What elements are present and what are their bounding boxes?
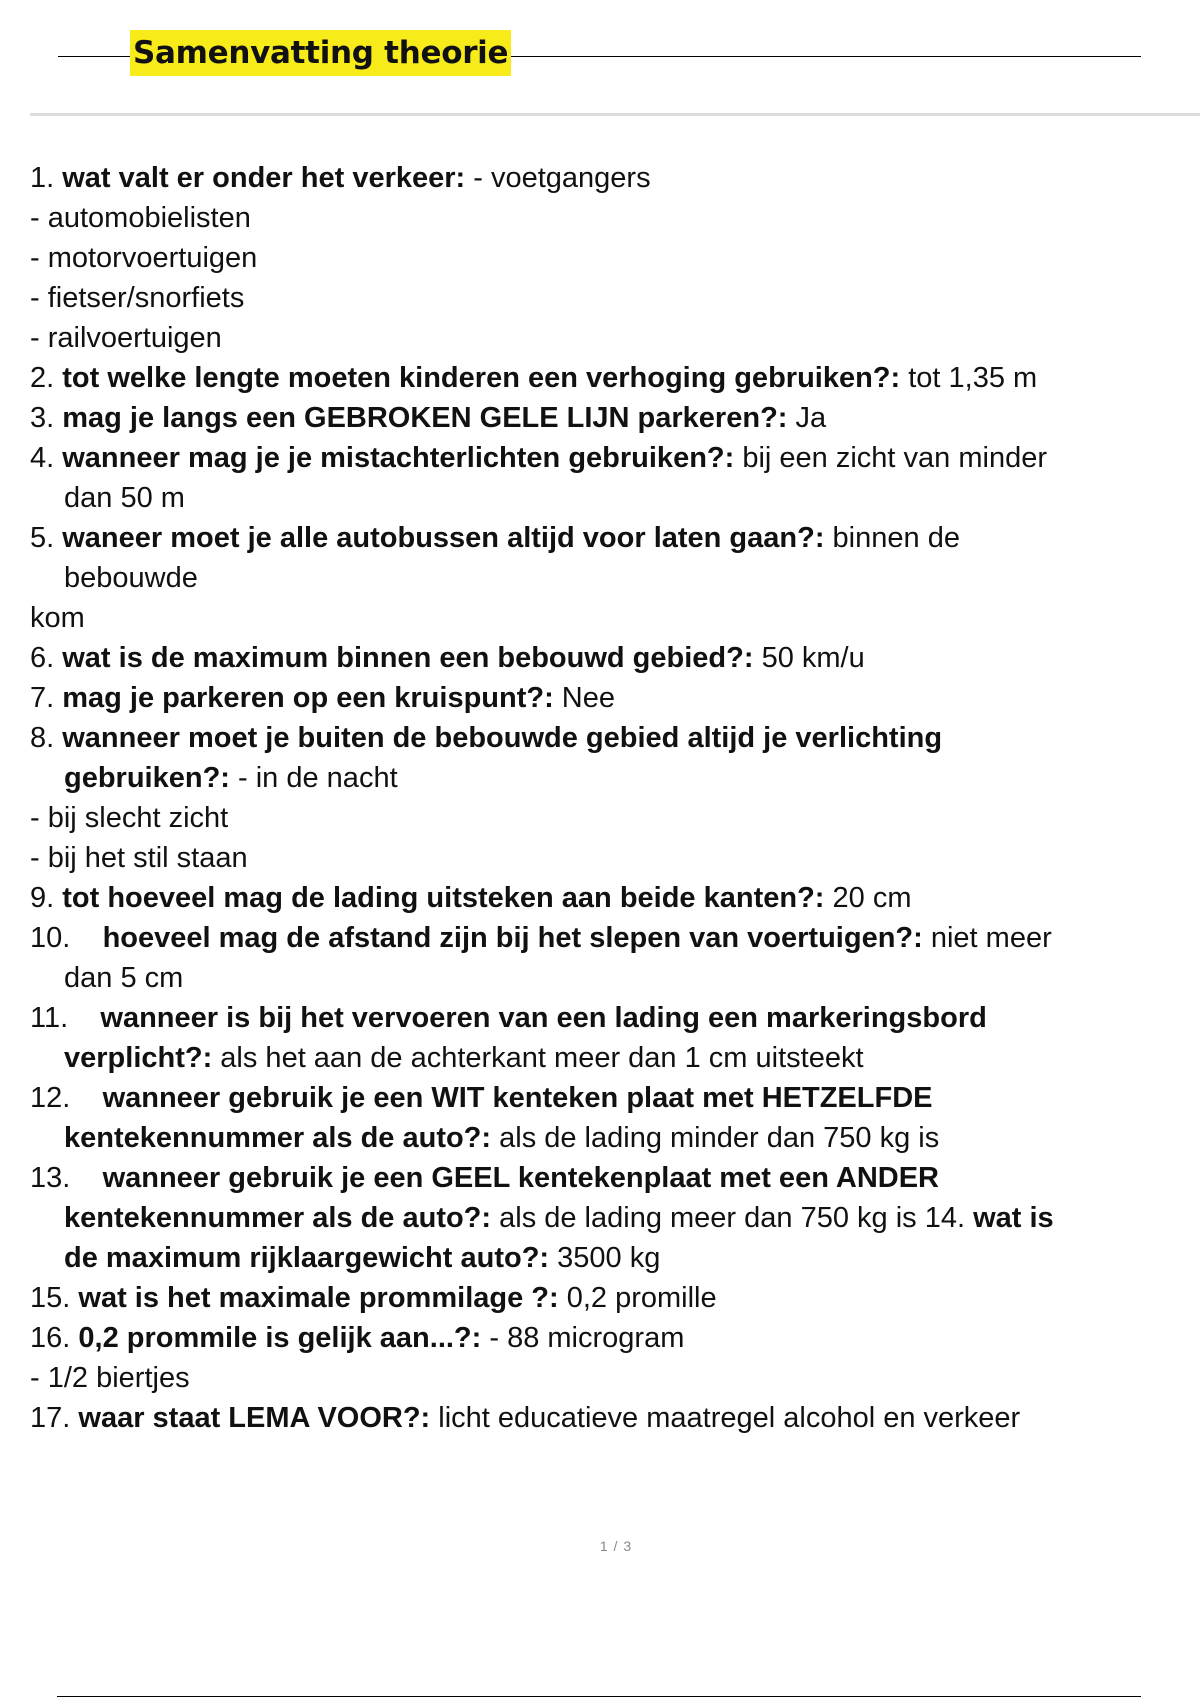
question: tot welke lengte moeten kinderen een verhoging gebruiken?: — [62, 362, 901, 394]
list-item — [30, 838, 1170, 878]
answer-item: - railvoertuigen — [30, 322, 222, 354]
list-item — [30, 478, 1170, 518]
answer: 20 cm — [824, 882, 912, 914]
answer-item: - automobielisten — [30, 202, 251, 234]
list-item — [30, 1038, 1170, 1078]
summary-list — [30, 158, 1170, 1438]
item-number: 1. — [30, 162, 55, 194]
list-item — [30, 1358, 1170, 1398]
list-item — [30, 518, 1170, 558]
item-number: 7. — [30, 682, 55, 714]
bottom-rule — [57, 1696, 1141, 1697]
item-number: 17. — [30, 1402, 71, 1434]
page-number: 1 / 3 — [599, 1538, 633, 1554]
item-number: 3. — [30, 402, 55, 434]
list-item — [30, 198, 1170, 238]
question: wanneer is bij het vervoeren van een lading een markeringsbord — [100, 1002, 987, 1034]
answer: - in de nacht — [229, 762, 398, 794]
header-separator — [30, 113, 1200, 116]
question: wat is — [973, 1202, 1054, 1234]
list-item — [30, 158, 1170, 198]
answer: - 88 microgram — [481, 1322, 685, 1354]
answer: 0,2 promille — [558, 1282, 717, 1314]
list-item — [30, 718, 1170, 758]
item-number: 10. — [30, 922, 95, 954]
list-item — [30, 598, 1170, 638]
list-item — [30, 758, 1170, 798]
item-number: 8. — [30, 722, 55, 754]
list-item — [30, 998, 1170, 1038]
item-number: 15. — [30, 1282, 71, 1314]
item-number: 6. — [30, 642, 55, 674]
question: wat is de maximum binnen een bebouwd gebied?: — [62, 642, 754, 674]
answer-item: kom — [30, 602, 85, 634]
item-number: 16. — [30, 1322, 71, 1354]
item-number: 2. — [30, 362, 55, 394]
question: wanneer gebruik je een GEEL kentekenplaat met een ANDER — [102, 1162, 940, 1194]
answer: bij een zicht van minder — [734, 442, 1047, 474]
list-item — [30, 1278, 1170, 1318]
question: kentekennummer als de auto?: — [64, 1202, 492, 1234]
answer: dan 5 cm — [64, 962, 184, 994]
answer: als de lading minder dan 750 kg is — [491, 1122, 940, 1154]
question: de maximum rijklaargewicht auto?: — [64, 1242, 550, 1274]
answer-item: - 1/2 biertjes — [30, 1362, 190, 1394]
list-item — [30, 958, 1170, 998]
list-item — [30, 1398, 1170, 1438]
answer: 50 km/u — [753, 642, 865, 674]
list-item — [30, 1158, 1170, 1198]
item-number: 12. — [30, 1082, 95, 1114]
item-number: 5. — [30, 522, 55, 554]
answer: binnen de — [824, 522, 960, 554]
question: wanneer gebruik je een WIT kenteken plaat met HETZELFDE — [102, 1082, 933, 1114]
answer-item: - bij slecht zicht — [30, 802, 229, 834]
list-item — [30, 358, 1170, 398]
list-item — [30, 278, 1170, 318]
list-item — [30, 878, 1170, 918]
list-item — [30, 798, 1170, 838]
question: tot hoeveel mag de lading uitsteken aan beide kanten?: — [62, 882, 825, 914]
item-number: 4. — [30, 442, 55, 474]
answer: als de lading meer dan 750 kg is 14. — [491, 1202, 974, 1234]
answer: 3500 kg — [549, 1242, 661, 1274]
question: waar staat LEMA VOOR?: — [78, 1402, 431, 1434]
answer: Ja — [787, 402, 827, 434]
list-item — [30, 1198, 1170, 1238]
title-row — [58, 30, 1141, 80]
list-item — [30, 1318, 1170, 1358]
answer: dan 50 m — [64, 482, 185, 514]
list-item — [30, 398, 1170, 438]
answer: Nee — [553, 682, 616, 714]
list-item — [30, 438, 1170, 478]
list-item — [30, 1118, 1170, 1158]
answer: tot 1,35 m — [900, 362, 1038, 394]
list-item — [30, 558, 1170, 598]
page-title: Samenvatting theorie — [130, 30, 511, 76]
question: gebruiken?: — [64, 762, 230, 794]
answer: niet meer — [922, 922, 1052, 954]
list-item — [30, 678, 1170, 718]
item-number: 13. — [30, 1162, 95, 1194]
list-item — [30, 918, 1170, 958]
answer-item: - motorvoertuigen — [30, 242, 258, 274]
answer-item: - fietser/snorfiets — [30, 282, 245, 314]
question: wat valt er onder het verkeer: — [62, 162, 466, 194]
answer-item: - bij het stil staan — [30, 842, 248, 874]
question: hoeveel mag de afstand zijn bij het slepen van voertuigen?: — [102, 922, 923, 954]
list-item — [30, 1078, 1170, 1118]
list-item — [30, 318, 1170, 358]
list-item — [30, 638, 1170, 678]
question: waneer moet je alle autobussen altijd voor laten gaan?: — [62, 522, 825, 554]
item-number: 11. — [30, 1002, 93, 1034]
question: mag je langs een GEBROKEN GELE LIJN parkeren?: — [62, 402, 788, 434]
item-number: 9. — [30, 882, 55, 914]
list-item — [30, 1238, 1170, 1278]
question: wanneer mag je je mistachterlichten gebruiken?: — [62, 442, 735, 474]
answer: - voetgangers — [465, 162, 651, 194]
list-item — [30, 238, 1170, 278]
question: kentekennummer als de auto?: — [64, 1122, 492, 1154]
question: verplicht?: — [64, 1042, 213, 1074]
question: mag je parkeren op een kruispunt?: — [62, 682, 554, 714]
answer: als het aan de achterkant meer dan 1 cm uitsteekt — [212, 1042, 864, 1074]
question: wat is het maximale prommilage ?: — [78, 1282, 559, 1314]
question: wanneer moet je buiten de bebouwde gebied altijd je verlichting — [62, 722, 943, 754]
answer: bebouwde — [64, 562, 198, 594]
question: 0,2 prommile is gelijk aan...?: — [78, 1322, 482, 1354]
answer: licht educatieve maatregel alcohol en verkeer — [430, 1402, 1021, 1434]
